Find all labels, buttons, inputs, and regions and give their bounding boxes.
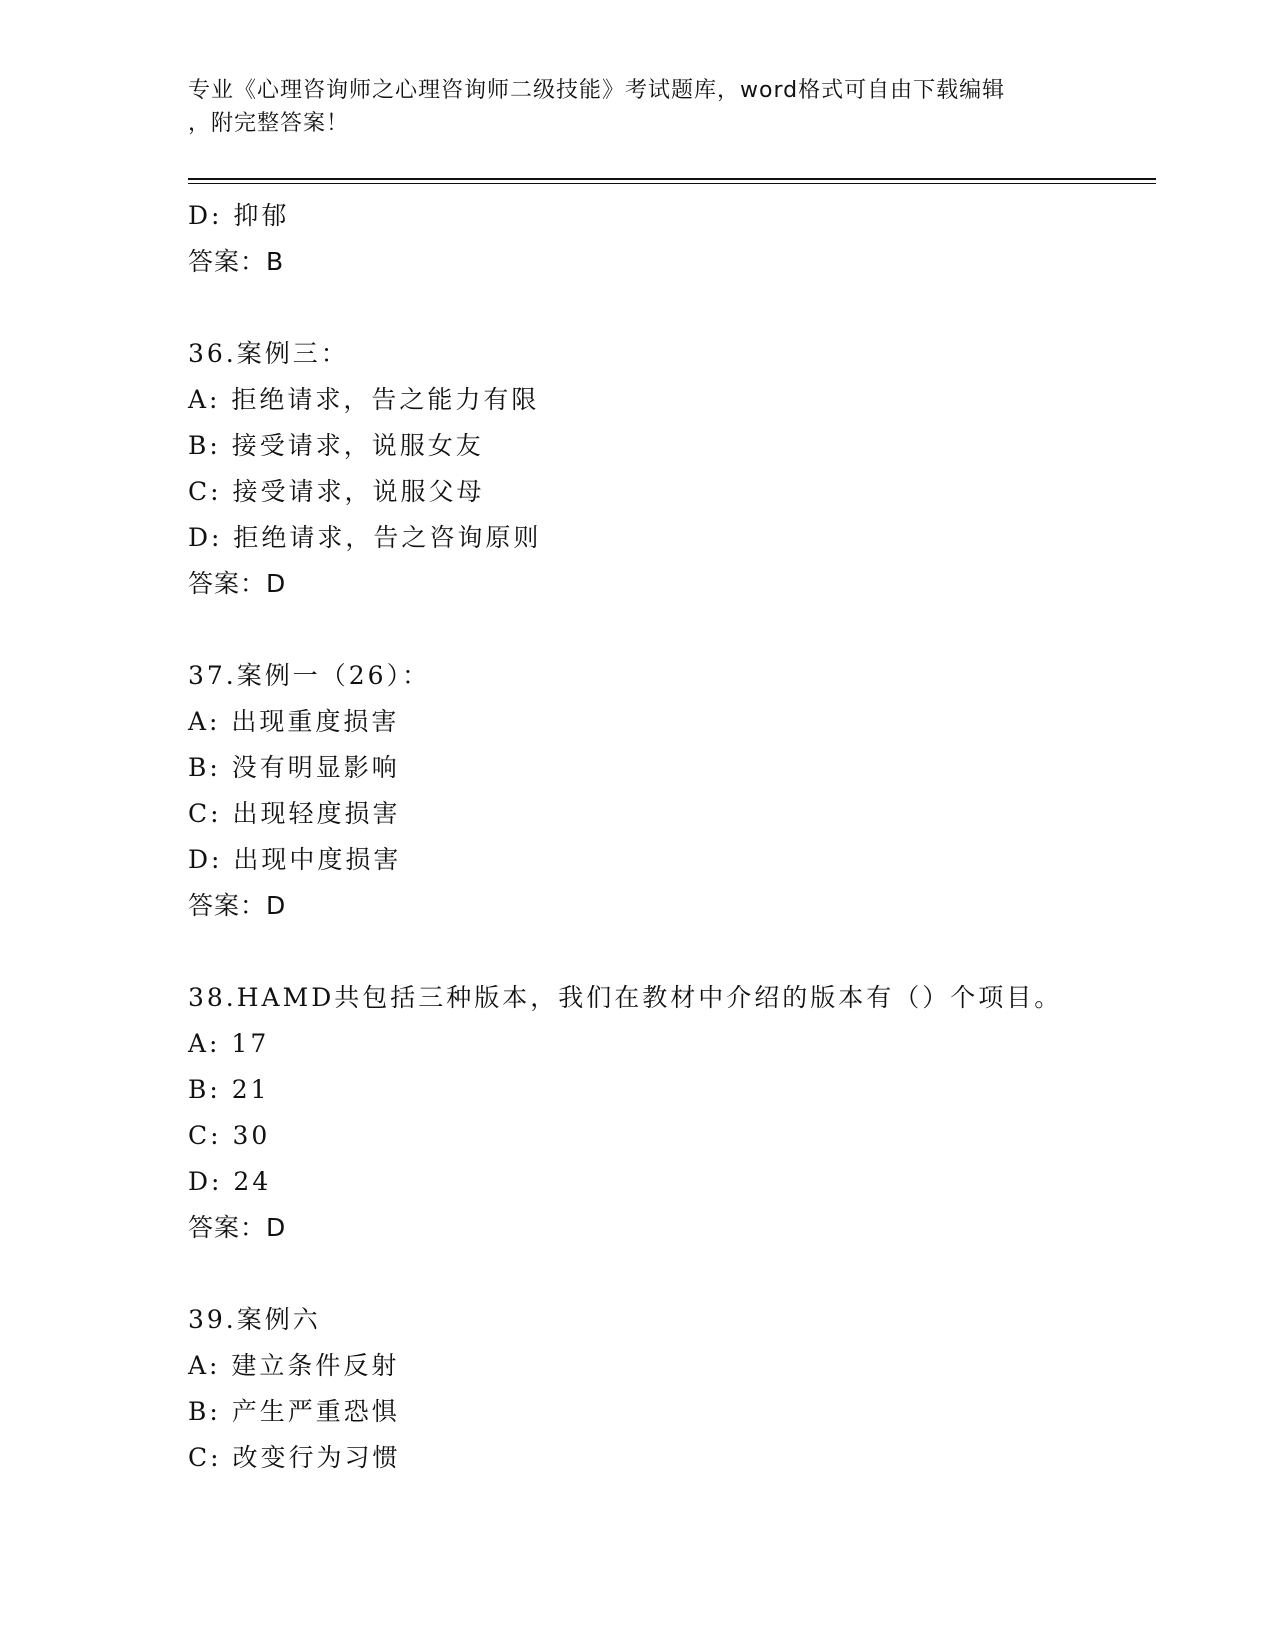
answer-line: 答案：D xyxy=(188,891,287,920)
answer-line: 答案：B xyxy=(188,247,285,276)
option-c: C: 30 xyxy=(188,1121,271,1150)
answer-line: 答案：D xyxy=(188,1213,287,1242)
question-stem: 39.案例六 xyxy=(188,1305,321,1334)
option-a: A: 17 xyxy=(188,1029,270,1058)
option-a: A: 拒绝请求，告之能力有限 xyxy=(188,385,540,414)
question-stem: 37.案例一（26）： xyxy=(188,661,431,690)
spacer xyxy=(188,607,1156,653)
option-a: A: 出现重度损害 xyxy=(188,707,400,736)
option-b: B: 没有明显影响 xyxy=(188,753,400,782)
spacer xyxy=(188,1251,1156,1297)
option-d: D: 拒绝请求，告之咨询原则 xyxy=(188,523,542,552)
option-c: C: 接受请求，说服父母 xyxy=(188,477,485,506)
spacer xyxy=(188,285,1156,331)
header-title-line-1: 专业《心理咨询师之心理咨询师二级技能》考试题库，word格式可自由下载编辑 xyxy=(188,78,1006,103)
option-d: D: 抑郁 xyxy=(188,201,290,230)
question-content xyxy=(188,193,1156,1481)
option-b: B: 接受请求，说服女友 xyxy=(188,431,484,460)
question-36 xyxy=(188,331,1156,607)
question-stem: 36.案例三： xyxy=(188,339,349,368)
answer-line: 答案：D xyxy=(188,569,287,598)
header-divider-thin xyxy=(188,183,1156,184)
question-38 xyxy=(188,975,1156,1251)
document-header xyxy=(188,74,1068,140)
option-a: A: 建立条件反射 xyxy=(188,1351,400,1380)
option-c: C: 改变行为习惯 xyxy=(188,1443,401,1472)
spacer xyxy=(188,929,1156,975)
header-title-line-2: ，附完整答案！ xyxy=(188,111,350,136)
option-b: B: 21 xyxy=(188,1075,270,1104)
header-divider-thick xyxy=(188,178,1156,180)
option-c: C: 出现轻度损害 xyxy=(188,799,401,828)
option-b: B: 产生严重恐惧 xyxy=(188,1397,400,1426)
question-stem: 38.HAMD共包括三种版本，我们在教材中介绍的版本有（）个项目。 xyxy=(188,983,1063,1012)
option-d: D: 出现中度损害 xyxy=(188,845,402,874)
question-37 xyxy=(188,653,1156,929)
question-39 xyxy=(188,1297,1156,1481)
option-d: D: 24 xyxy=(188,1167,272,1196)
